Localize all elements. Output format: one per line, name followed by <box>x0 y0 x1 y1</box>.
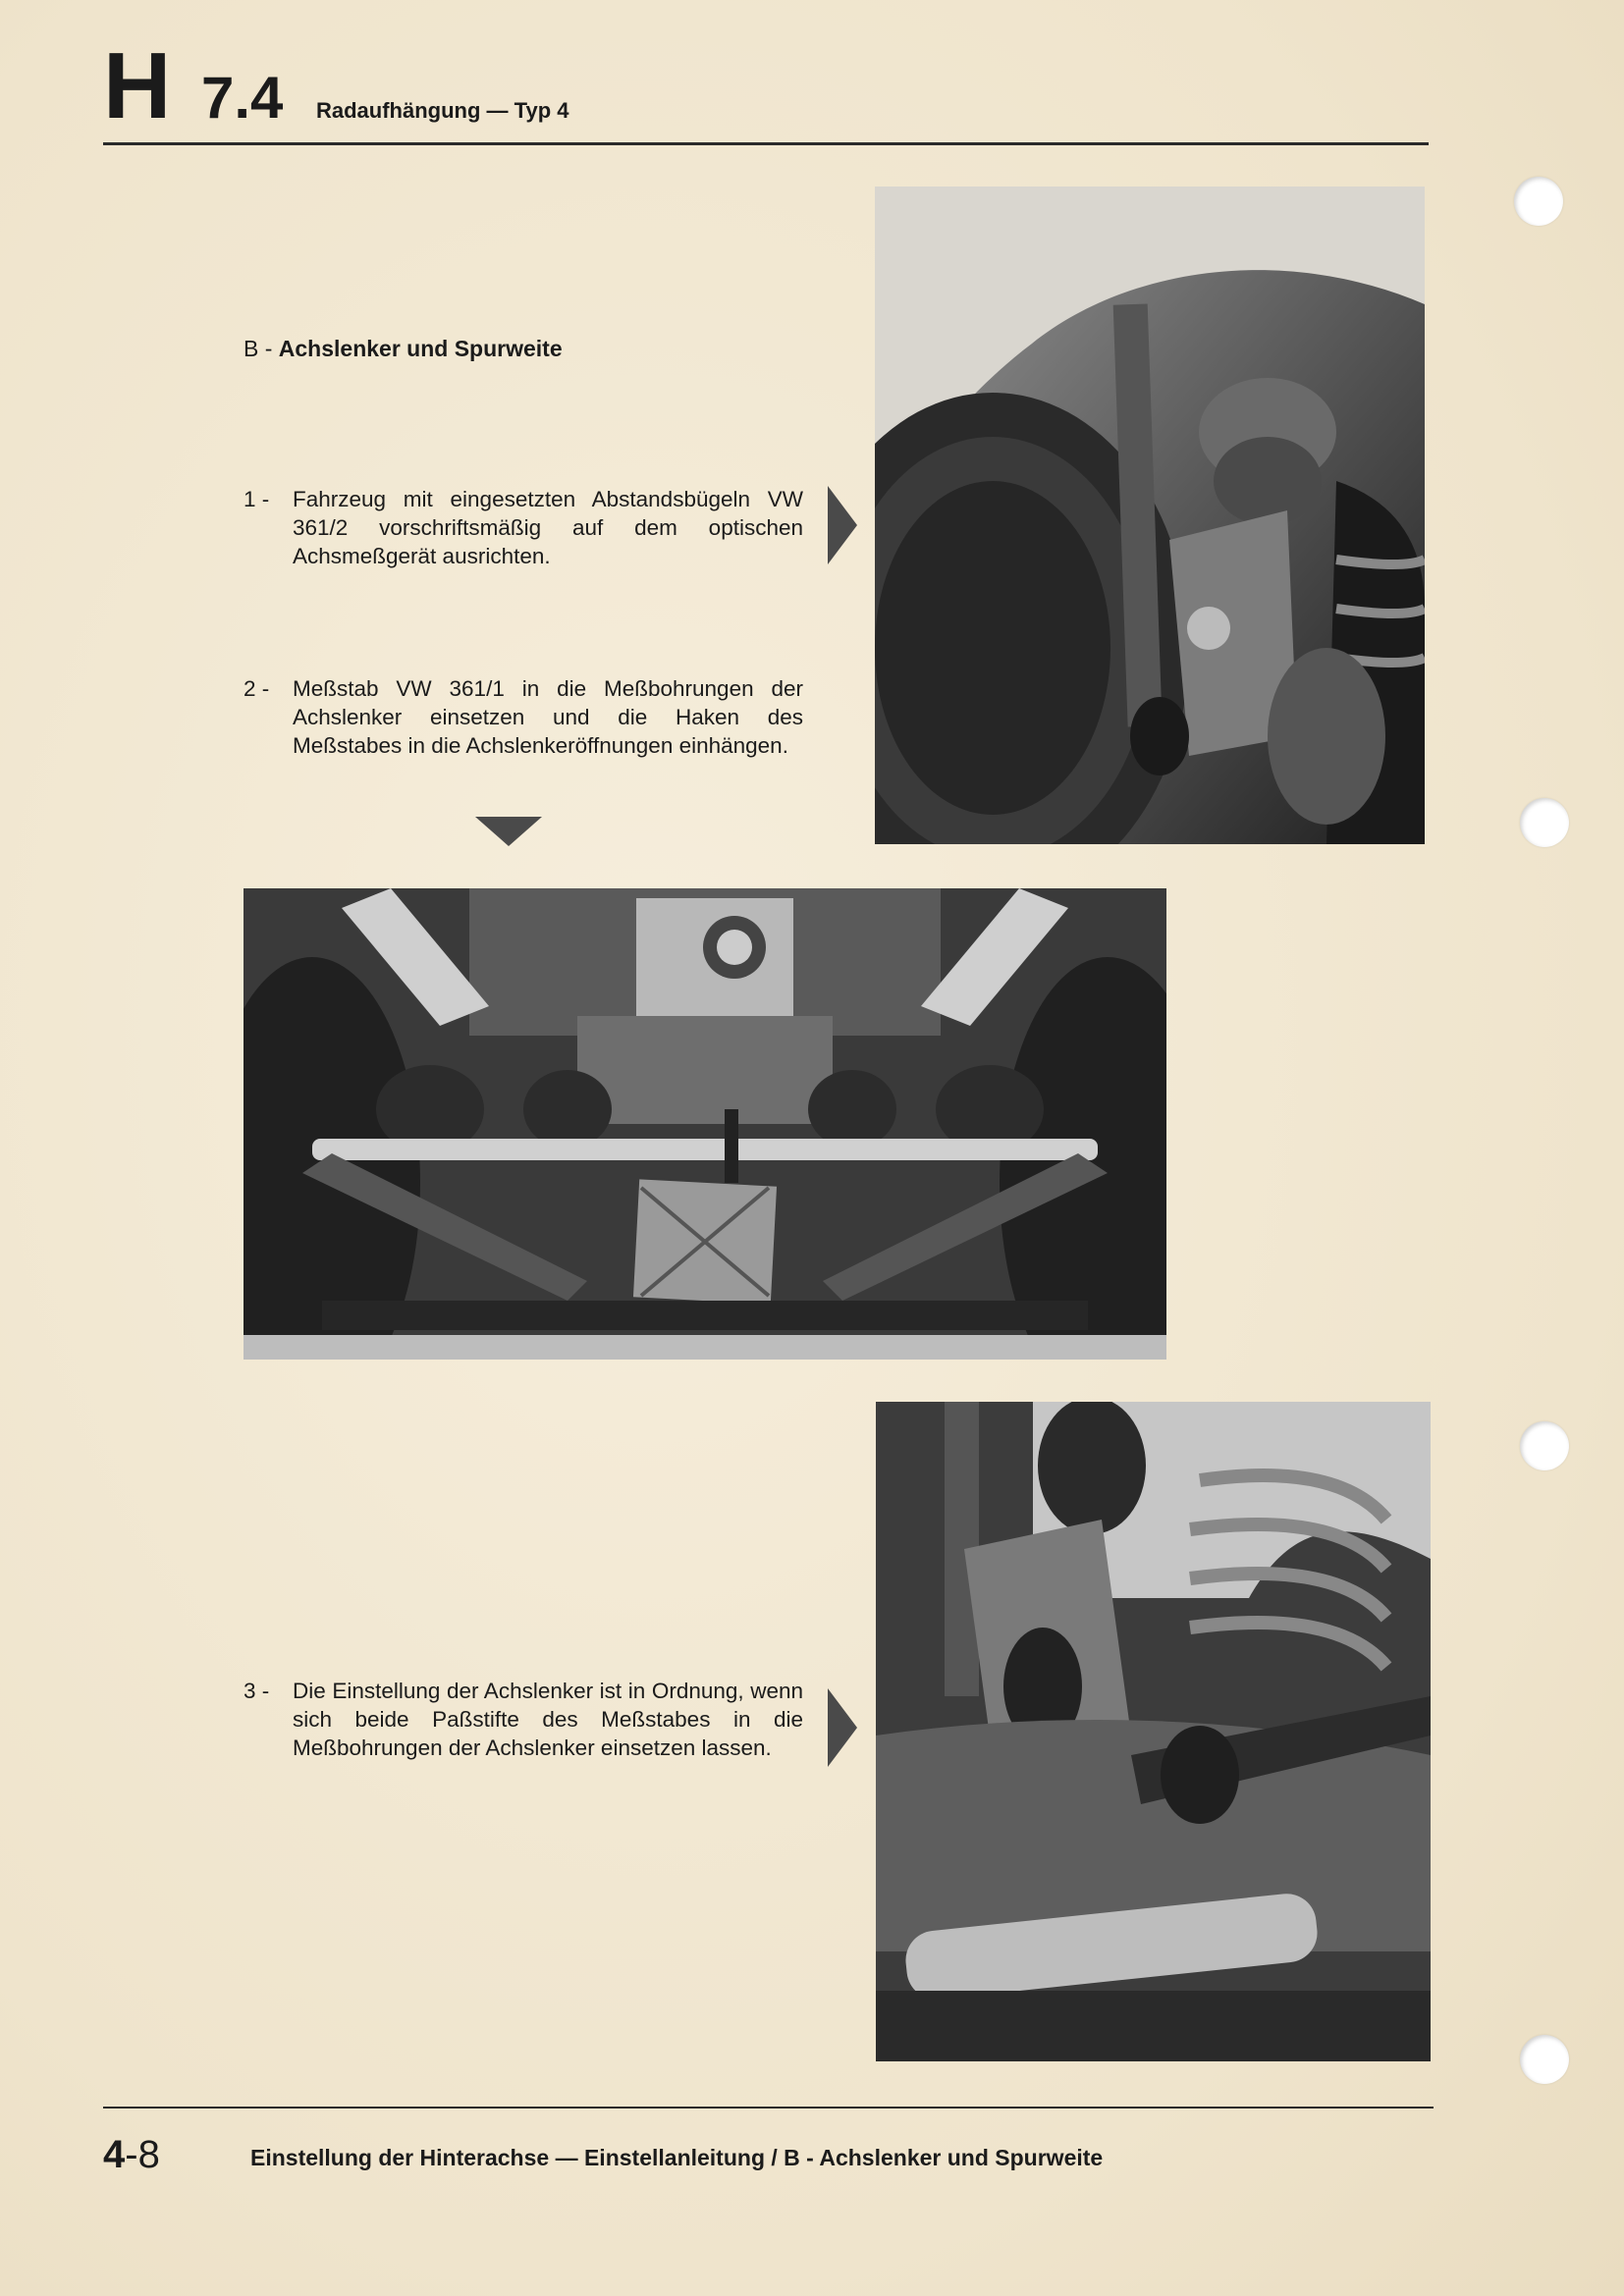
step-1 <box>244 485 803 573</box>
step-number: 1 - <box>244 487 270 511</box>
step-3 <box>244 1677 803 1794</box>
photo-wheel-suspension-closeup <box>875 187 1425 844</box>
page-number <box>103 2133 160 2177</box>
header-rule <box>103 142 1429 145</box>
binder-hole <box>1520 2035 1569 2084</box>
arrow-right-icon <box>828 1688 857 1767</box>
arrow-down-icon <box>475 817 542 846</box>
step-number: 3 - <box>244 1679 270 1703</box>
binder-hole <box>1514 177 1563 226</box>
section-number: 7.4 <box>201 65 284 131</box>
step-text: Meßstab VW 361/1 in die Meßbohrungen der Achslenker einsetzen und die Haken des Meßstabes in die Achslenkeröffnungen einhängen. <box>293 676 803 758</box>
photo-rear-axle-underside <box>244 888 1166 1360</box>
binder-hole <box>1520 1421 1569 1470</box>
page-number-separator: - <box>125 2133 138 2176</box>
arrow-right-icon <box>828 486 857 564</box>
step-text: Die Einstellung der Achslenker ist in Ordnung, wenn sich beide Paßstifte des Meßstabes in die Meßbohrungen der Achslenker einsetzen lassen. <box>293 1679 803 1760</box>
section-heading <box>244 336 563 362</box>
step-number: 2 - <box>244 676 270 701</box>
chapter-letter: H <box>103 33 170 138</box>
photo-measuring-bar-closeup <box>876 1402 1431 2061</box>
section-title: Achslenker und Spurweite <box>278 336 563 361</box>
page-title: Radaufhängung — Typ 4 <box>316 98 569 123</box>
footer-caption: Einstellung der Hinterachse — Einstellanleitung / B - Achslenker und Spurweite <box>250 2145 1104 2170</box>
page-number-minor: 8 <box>137 2133 160 2176</box>
binder-hole <box>1520 798 1569 847</box>
page-number-major: 4 <box>103 2133 126 2176</box>
section-prefix: B - <box>244 336 273 361</box>
step-2 <box>244 674 803 792</box>
step-text: Fahrzeug mit eingesetzten Abstandsbügeln VW 361/2 vorschriftsmäßig auf dem optischen Achsmeßgerät ausrichten. <box>293 487 803 568</box>
footer-rule <box>103 2107 1434 2109</box>
